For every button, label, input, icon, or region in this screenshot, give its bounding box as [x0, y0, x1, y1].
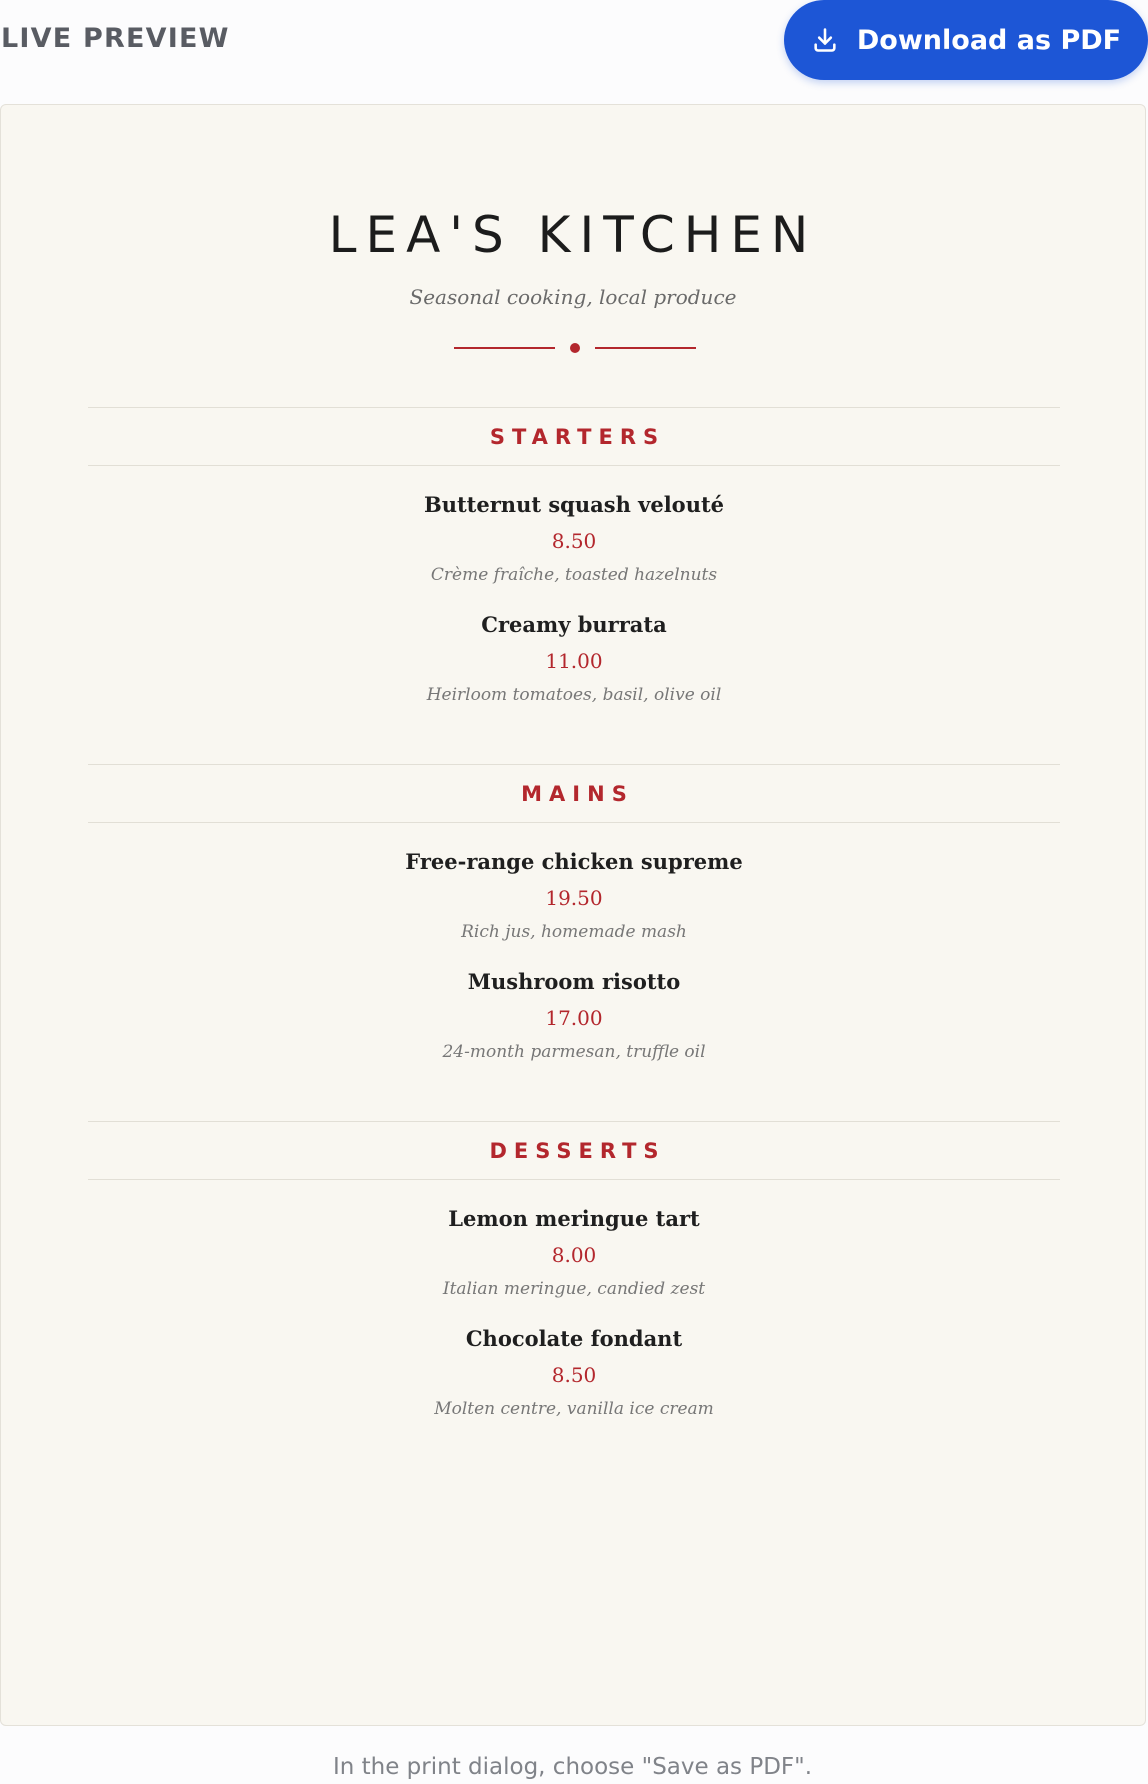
- menu-item: [88, 1205, 1060, 1301]
- menu-item-name: Mushroom risotto: [467, 969, 681, 994]
- restaurant-name: LEA'S KITCHEN: [328, 206, 818, 264]
- menu-item-description: Molten centre, vanilla ice cream: [434, 1399, 714, 1419]
- live-preview-label: LIVE PREVIEW: [1, 23, 230, 54]
- preview-toolbar: [0, 0, 1148, 104]
- title-divider-ornament: [454, 341, 696, 355]
- section-title: DESSERTS: [489, 1138, 666, 1163]
- menu-item: [88, 968, 1060, 1064]
- section-title: MAINS: [521, 781, 634, 806]
- section-header: [88, 407, 1060, 466]
- menu-item-description: Heirloom tomatoes, basil, olive oil: [426, 685, 722, 705]
- divider-dot: [570, 343, 580, 353]
- menu-item-price: 8.50: [551, 529, 597, 553]
- menu-item-price: 19.50: [545, 886, 603, 910]
- menu-item-price: 11.00: [545, 649, 603, 673]
- divider-line-right: [595, 347, 696, 349]
- menu-item-name: Chocolate fondant: [465, 1326, 683, 1351]
- menu-section-starters: [88, 407, 1060, 707]
- menu-item-description: Crème fraîche, toasted hazelnuts: [430, 565, 718, 585]
- download-pdf-button-label: Download as PDF: [856, 24, 1122, 56]
- restaurant-tagline: Seasonal cooking, local produce: [409, 285, 737, 309]
- menu-item-price: 17.00: [545, 1006, 603, 1030]
- menu-section-desserts: [88, 1121, 1060, 1421]
- menu-preview-page: [0, 104, 1146, 1726]
- section-title: STARTERS: [489, 424, 666, 449]
- menu-item-name: Free-range chicken supreme: [405, 849, 743, 874]
- section-header: [88, 1121, 1060, 1180]
- menu-item: [88, 491, 1060, 587]
- menu-item-description: Italian meringue, candied zest: [442, 1279, 706, 1299]
- download-icon: [811, 26, 839, 54]
- menu-item: [88, 611, 1060, 707]
- menu-item-name: Butternut squash velouté: [423, 492, 725, 517]
- menu-item: [88, 848, 1060, 944]
- divider-line-left: [454, 347, 555, 349]
- section-header: [88, 764, 1060, 823]
- menu-item-price: 8.00: [551, 1243, 597, 1267]
- menu-item-description: Rich jus, homemade mash: [461, 922, 687, 942]
- menu-item-description: 24-month parmesan, truffle oil: [442, 1042, 706, 1062]
- menu-item-price: 8.50: [551, 1363, 597, 1387]
- menu-section-mains: [88, 764, 1060, 1064]
- print-instructions-note: In the print dialog, choose "Save as PDF".: [332, 1754, 813, 1780]
- menu-item: [88, 1325, 1060, 1421]
- menu-item-name: Creamy burrata: [481, 612, 667, 637]
- menu-item-name: Lemon meringue tart: [448, 1206, 700, 1231]
- download-pdf-button[interactable]: [784, 0, 1148, 80]
